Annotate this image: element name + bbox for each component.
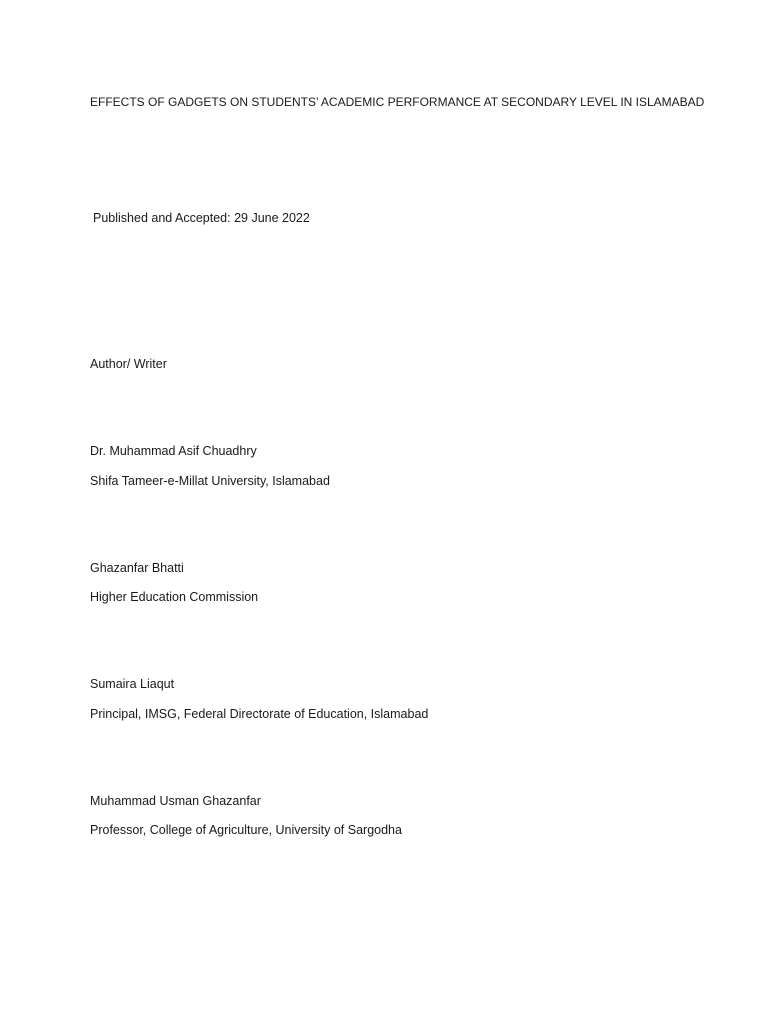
author-name: Dr. Muhammad Asif Chuadhry	[90, 444, 257, 458]
author-heading: Author/ Writer	[90, 357, 167, 371]
author-affiliation: Professor, College of Agriculture, University of Sargodha	[90, 823, 402, 837]
author-name: Muhammad Usman Ghazanfar	[90, 794, 261, 808]
published-date: Published and Accepted: 29 June 2022	[93, 211, 310, 225]
author-affiliation: Shifa Tameer-e-Millat University, Islamabad	[90, 474, 330, 488]
author-affiliation: Higher Education Commission	[90, 590, 259, 604]
author-affiliation: Principal, IMSG, Federal Directorate of Education, Islamabad	[90, 707, 429, 721]
author-name: Ghazanfar Bhatti	[90, 561, 184, 575]
document-title: EFFECTS OF GADGETS ON STUDENTS’ ACADEMIC PERFORMANCE AT SECONDARY LEVEL IN ISLAMABAD	[90, 95, 705, 109]
author-name: Sumaira Liaqut	[90, 677, 175, 691]
